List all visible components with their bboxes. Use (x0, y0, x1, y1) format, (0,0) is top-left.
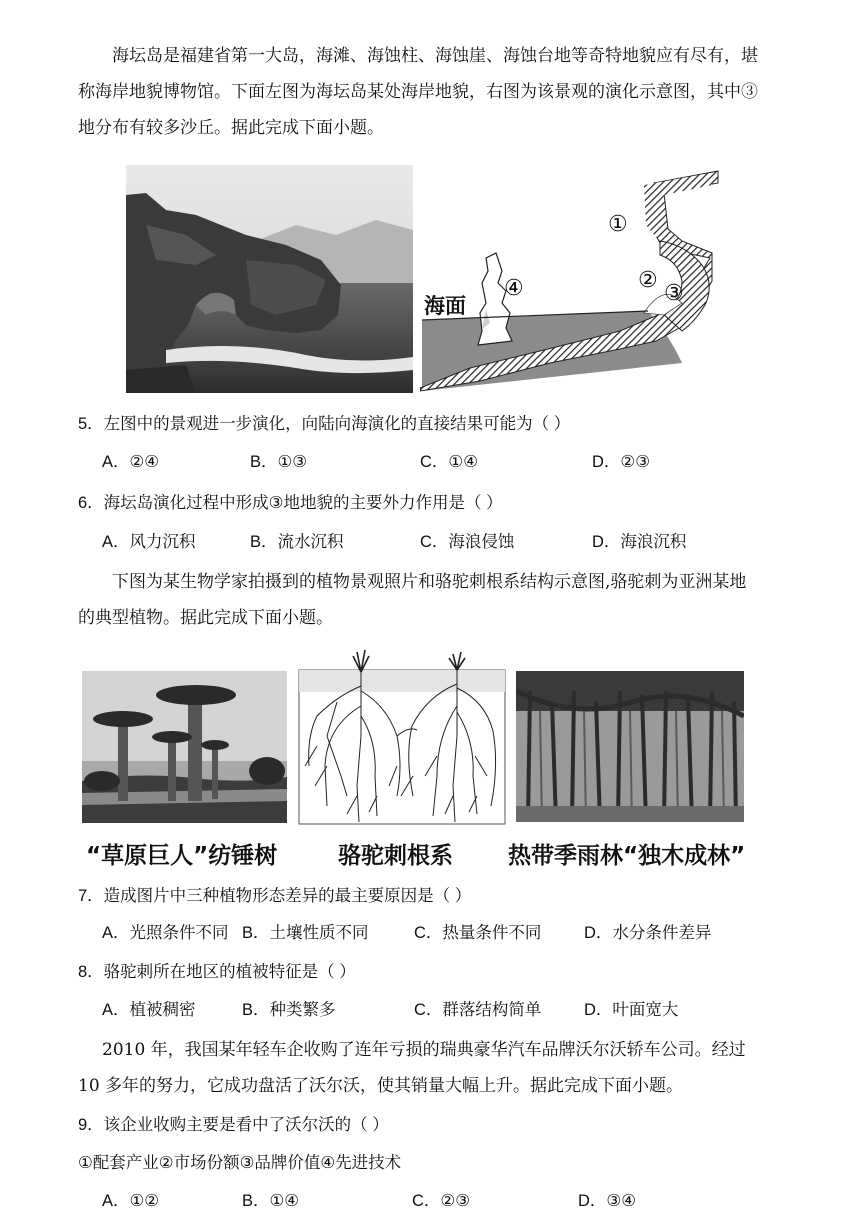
question-5-options (102, 450, 702, 474)
question-6-stem: 6．海坛岛演化过程中形成③地地貌的主要外力作用是（ ） (78, 494, 503, 512)
caption-camelthorn: 骆驼刺根系 (338, 843, 453, 869)
q9-option-d[interactable]: D．③④ (578, 1192, 636, 1210)
q5-option-c[interactable]: C．①④ (420, 453, 478, 471)
q8-option-c[interactable]: C．群落结构简单 (414, 1001, 542, 1019)
q9-option-a[interactable]: A．①② (102, 1192, 160, 1210)
baobab-photo-image (82, 671, 287, 823)
sea-arch-photo-image (126, 165, 413, 393)
q7-option-b[interactable]: B．土壤性质不同 (242, 924, 369, 942)
camelthorn-root-diagram (297, 646, 507, 826)
passage-1-line-3: 地分布有较多沙丘。据此完成下面小题。 (78, 118, 384, 138)
q9-option-b[interactable]: B．①④ (242, 1192, 300, 1210)
diagram-label-3: ③ (664, 281, 684, 306)
question-7-options (102, 921, 742, 945)
passage-1 (78, 38, 790, 146)
diagram-label-2: ② (638, 268, 658, 293)
coast-evolution-svg (420, 163, 730, 393)
passage-3-line-2: 10 多年的努力，它成功盘活了沃尔沃，使其销量大幅上升。据此完成下面小题。 (78, 1076, 684, 1096)
q6-option-d[interactable]: D．海浪沉积 (592, 533, 687, 551)
q7-option-c[interactable]: C．热量条件不同 (414, 924, 542, 942)
passage-1-line-1: 海坛岛是福建省第一大岛，海滩、海蚀柱、海蚀崖、海蚀台地等奇特地貌应有尽有，堪 (112, 46, 758, 66)
banyan-forest-photo (516, 671, 744, 822)
question-5-stem: 5．左图中的景观进一步演化，向陆向海演化的直接结果可能为（ ） (78, 415, 571, 433)
question-8-options (102, 998, 742, 1022)
passage-3 (78, 1032, 790, 1104)
passage-2-line-1: 下图为某生物学家拍摄到的植物景观照片和骆驼刺根系结构示意图,骆驼刺为亚洲某地 (112, 572, 747, 592)
sea-arch-photo (126, 165, 413, 393)
q5-option-d[interactable]: D．②③ (592, 453, 650, 471)
passage-3-line-1: 2010 年，我国某年轻车企收购了连年亏损的瑞典豪华汽车品牌沃尔沃轿车公司。经过 (102, 1040, 746, 1060)
question-9-items: ①配套产业②市场份额③品牌价值④先进技术 (78, 1154, 402, 1172)
q8-option-d[interactable]: D．叶面宽大 (584, 1001, 679, 1019)
question-9-stem: 9．该企业收购主要是看中了沃尔沃的（ ） (78, 1116, 389, 1134)
q8-option-a[interactable]: A．植被稠密 (102, 1001, 196, 1019)
coast-evolution-diagram (420, 163, 730, 393)
passage-2-line-2: 的典型植物。据此完成下面小题。 (78, 608, 333, 628)
question-6-options (102, 530, 742, 554)
baobab-photo (82, 671, 287, 823)
question-9-options (102, 1189, 742, 1213)
diagram-label-4: ④ (504, 276, 524, 301)
q7-option-a[interactable]: A．光照条件不同 (102, 924, 229, 942)
q6-option-a[interactable]: A．风力沉积 (102, 533, 196, 551)
camelthorn-root-svg (297, 646, 507, 826)
q9-option-c[interactable]: C．②③ (412, 1192, 470, 1210)
diagram-label-1: ① (608, 212, 628, 237)
question-7-stem: 7．造成图片中三种植物形态差异的最主要原因是（ ） (78, 887, 472, 905)
q6-option-b[interactable]: B．流水沉积 (250, 533, 344, 551)
question-8-stem: 8．骆驼刺所在地区的植被特征是（ ） (78, 963, 356, 981)
q8-option-b[interactable]: B．种类繁多 (242, 1001, 336, 1019)
diagram-label-sea: 海面 (424, 294, 466, 318)
passage-1-line-2: 称海岸地貌博物馆。下面左图为海坛岛某处海岸地貌，右图为该景观的演化示意图，其中③ (78, 82, 758, 102)
q6-option-c[interactable]: C．海浪侵蚀 (420, 533, 515, 551)
q5-option-a[interactable]: A．②④ (102, 453, 160, 471)
caption-banyan: 热带季雨林“独木成林” (508, 843, 746, 869)
q7-option-d[interactable]: D．水分条件差异 (584, 924, 712, 942)
q5-option-b[interactable]: B．①③ (250, 453, 308, 471)
passage-2 (78, 564, 790, 636)
banyan-forest-image (516, 671, 744, 822)
caption-baobab: “草原巨人”纺锤树 (86, 843, 278, 869)
